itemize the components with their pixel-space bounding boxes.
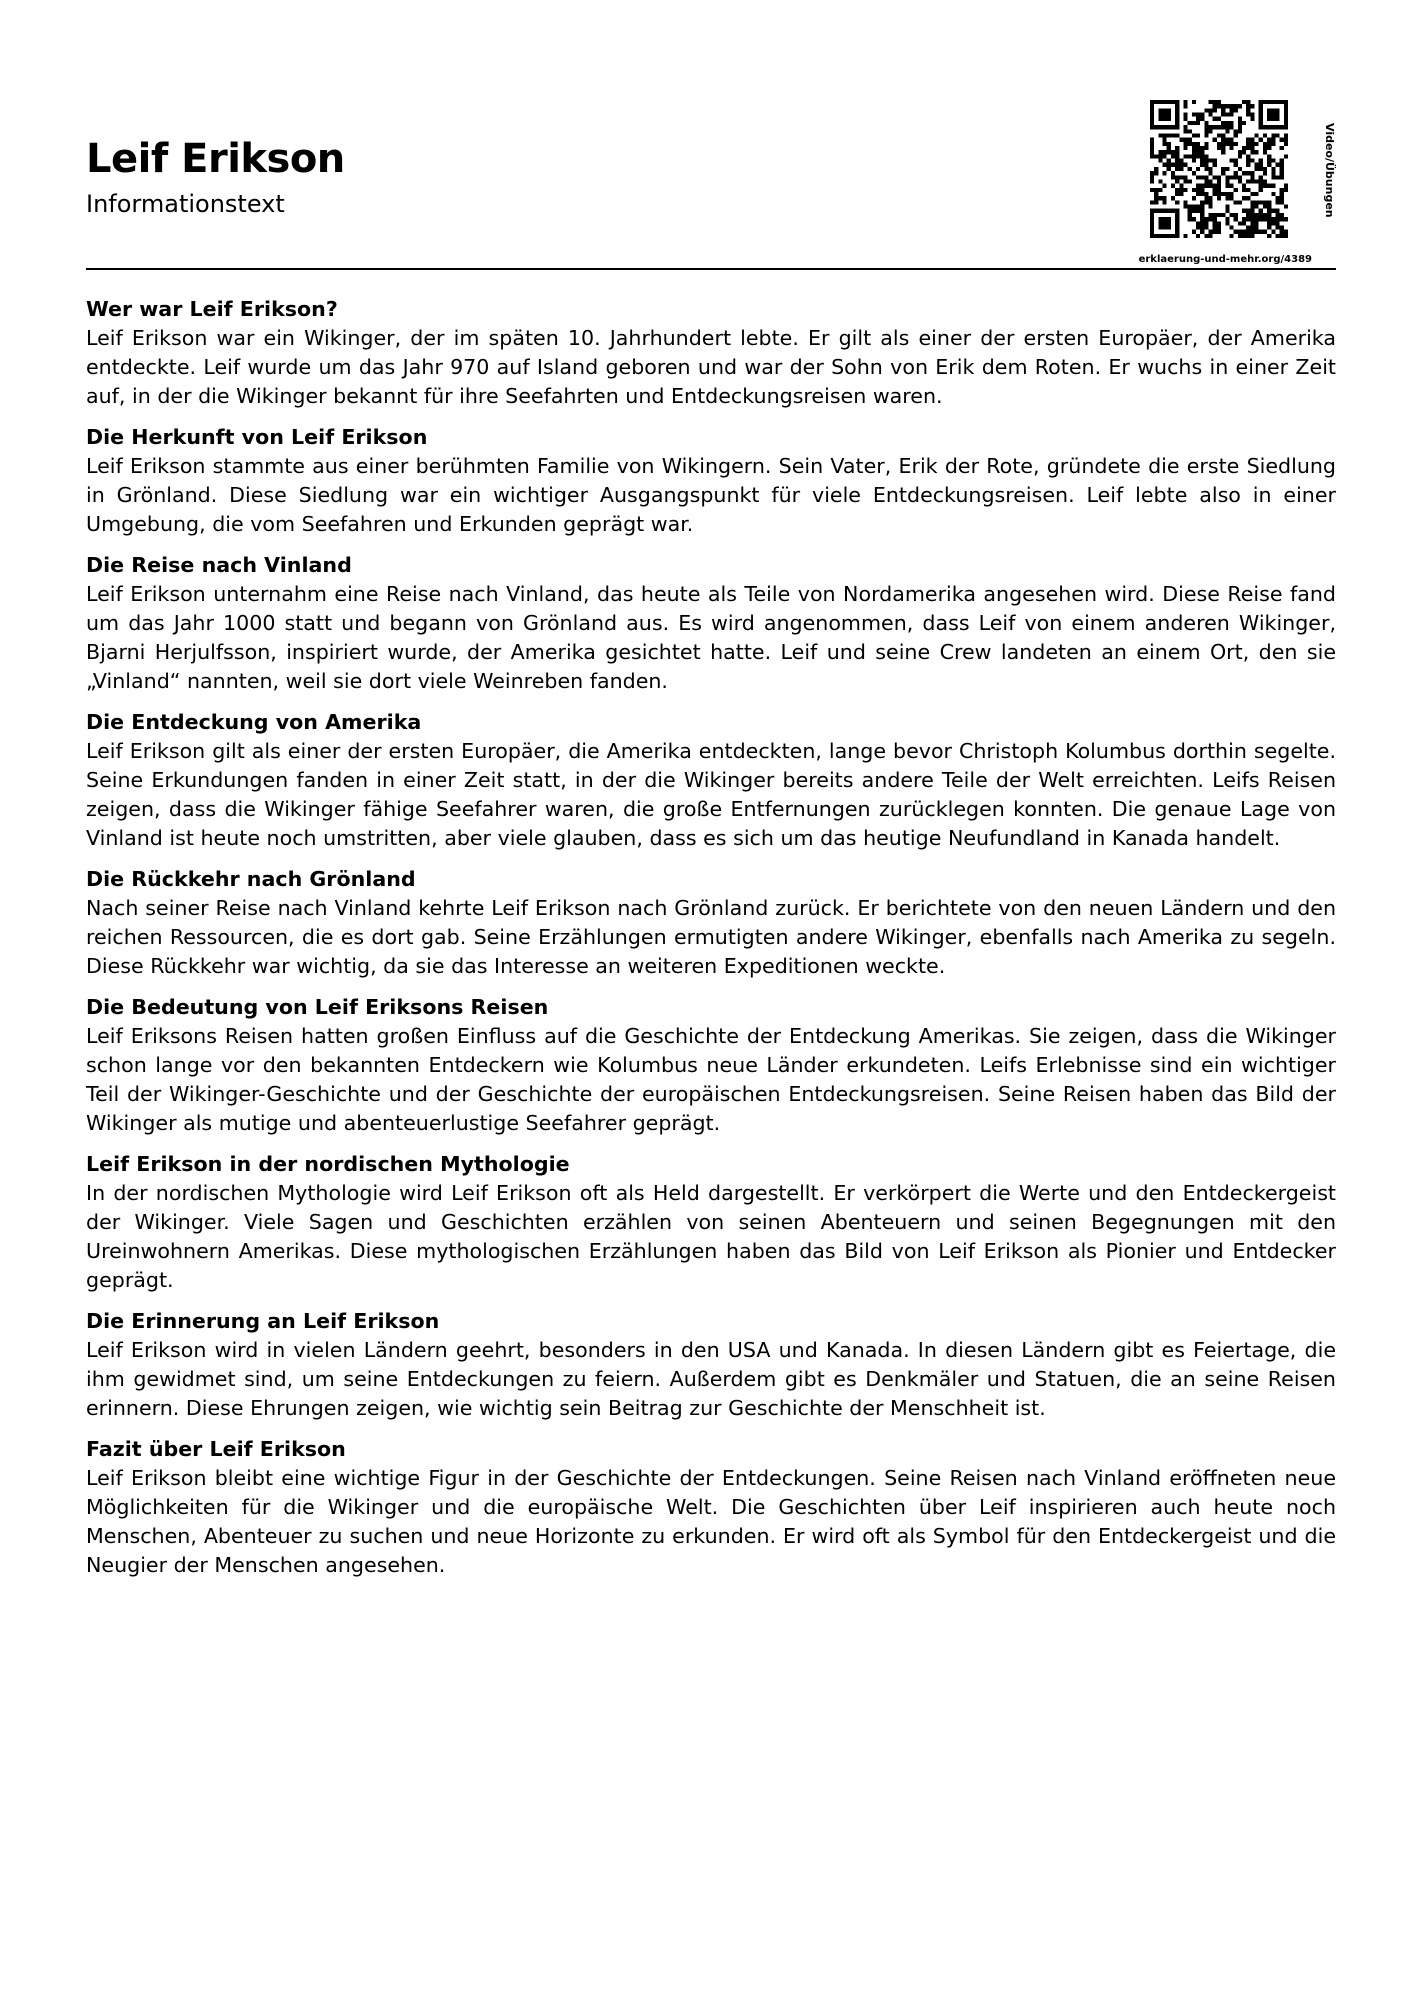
section-heading: Die Entdeckung von Amerika (86, 710, 422, 734)
section-text: In der nordischen Mythologie wird Leif Erikson oft als Held dargestellt. Er verkörpert die Werte und den Entdeckergeist der Wikinger. Viele Sagen und Geschichten erzählen von seinen Abenteuern und seinen Begegnungen mit den Ureinwohnern Amerikas. Diese mythologischen Erzählungen haben das Bild von Leif Erikson als Pionier und Entdecker geprägt. (86, 1181, 1336, 1292)
section-text: Nach seiner Reise nach Vinland kehrte Leif Erikson nach Grönland zurück. Er berichtete von den neuen Ländern und den reichen Ressourcen, die es dort gab. Seine Erzählungen ermutigten andere Wikinger, ebenfalls nach Amerika zu segeln. Diese Rückkehr war wichtig, da sie das Interesse an weiteren Expeditionen weckte. (86, 896, 1336, 978)
page-title: Leif Erikson (86, 136, 345, 182)
section (86, 551, 1336, 696)
section (86, 295, 1336, 411)
section-heading: Die Erinnerung an Leif Erikson (86, 1309, 440, 1333)
section-heading: Wer war Leif Erikson? (86, 297, 338, 321)
section-text: Leif Erikson stammte aus einer berühmten Familie von Wikingern. Sein Vater, Erik der Rote, gründete die erste Siedlung in Grönland. Diese Siedlung war ein wichtiger Ausgangspunkt für viele Entdeckungsreisen. Leif lebte also in einer Umgebung, die vom Seefahren und Erkunden geprägt war. (86, 454, 1336, 536)
section-text: Leif Erikson war ein Wikinger, der im späten 10. Jahrhundert lebte. Er gilt als einer der ersten Europäer, der Amerika entdeckte. Leif wurde um das Jahr 970 auf Island geboren und war der Sohn von Erik dem Roten. Er wuchs in einer Zeit auf, in der die Wikinger bekannt für ihre Seefahrten und Entdeckungsreisen waren. (86, 326, 1336, 408)
section-heading: Fazit über Leif Erikson (86, 1437, 346, 1461)
section (86, 1307, 1336, 1423)
section-heading: Leif Erikson in der nordischen Mythologie (86, 1152, 570, 1176)
qr-code-icon[interactable] (1150, 100, 1288, 238)
section-heading: Die Bedeutung von Leif Eriksons Reisen (86, 995, 549, 1019)
section-text: Leif Erikson unternahm eine Reise nach Vinland, das heute als Teile von Nordamerika angesehen wird. Diese Reise fand um das Jahr 1000 statt und begann von Grönland aus. Es wird angenommen, dass Leif von einem anderen Wikinger, Bjarni Herjulfsson, inspiriert wurde, der Amerika gesichtet hatte. Leif und seine Crew landeten an einem Ort, den sie „Vinland“ nannten, weil sie dort viele Weinreben fanden. (86, 582, 1336, 693)
header-divider (86, 268, 1336, 270)
section (86, 1435, 1336, 1580)
section-heading: Die Rückkehr nach Grönland (86, 867, 416, 891)
section (86, 708, 1336, 853)
section (86, 1150, 1336, 1295)
video-uebungen-label: Video/Übungen (1323, 122, 1336, 218)
section-text: Leif Erikson wird in vielen Ländern geehrt, besonders in den USA und Kanada. In diesen Ländern gibt es Feiertage, die ihm gewidmet sind, um seine Entdeckungen zu feiern. Außerdem gibt es Denkmäler und Statuen, die an seine Reisen erinnern. Diese Ehrungen zeigen, wie wichtig sein Beitrag zur Geschichte der Menschheit ist. (86, 1338, 1336, 1420)
section-text: Leif Erikson gilt als einer der ersten Europäer, die Amerika entdeckten, lange bevor Christoph Kolumbus dorthin segelte. Seine Erkundungen fanden in einer Zeit statt, in der die Wikinger bereits andere Teile der Welt erreichten. Leifs Reisen zeigen, dass die Wikinger fähige Seefahrer waren, die große Entfernungen zurücklegen konnten. Die genaue Lage von Vinland ist heute noch umstritten, aber viele glauben, dass es sich um das heutige Neufundland in Kanada handelt. (86, 739, 1336, 850)
section-text: Leif Eriksons Reisen hatten großen Einfluss auf die Geschichte der Entdeckung Amerikas. Sie zeigen, dass die Wikinger schon lange vor den bekannten Entdeckern wie Kolumbus neue Länder erkundeten. Leifs Erlebnisse sind ein wichtiger Teil der Wikinger-Geschichte und der Geschichte der europäischen Entdeckungsreisen. Seine Reisen haben das Bild der Wikinger als mutige und abenteuerlustige Seefahrer geprägt. (86, 1024, 1336, 1135)
page-subtitle: Informationstext (86, 190, 285, 218)
section (86, 993, 1336, 1138)
qr-url-link[interactable]: erklaerung-und-mehr.org/4389 (1138, 254, 1312, 265)
section-heading: Die Herkunft von Leif Erikson (86, 425, 428, 449)
section (86, 865, 1336, 981)
content (86, 295, 1336, 1592)
section-heading: Die Reise nach Vinland (86, 553, 352, 577)
section-text: Leif Erikson bleibt eine wichtige Figur in der Geschichte der Entdeckungen. Seine Reisen nach Vinland eröffneten neue Möglichkeiten für die Wikinger und die europäische Welt. Die Geschichten über Leif inspirieren auch heute noch Menschen, Abenteuer zu suchen und neue Horizonte zu erkunden. Er wird oft als Symbol für den Entdeckergeist und die Neugier der Menschen angesehen. (86, 1466, 1336, 1577)
section (86, 423, 1336, 539)
